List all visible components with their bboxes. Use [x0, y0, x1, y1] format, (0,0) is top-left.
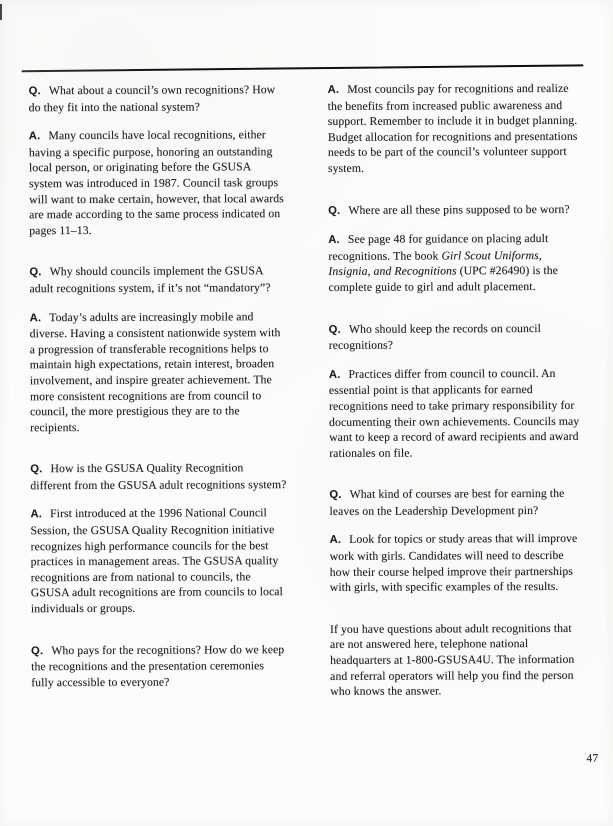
- text-run: What about a council’s own recognitions? How do they fit into the national system?: [28, 83, 276, 114]
- text-run: Many councils have local recognitions, either having a specific purpose, honoring an outstanding local person, or originating before the GSUSA system was introduced in 1987. Council task groups will want to make certain, however, that local awards are made according to the same process indicated on pages 11–13.: [28, 128, 284, 237]
- answer-block: [30, 506, 287, 617]
- qa-marker: Q.: [29, 266, 42, 279]
- question-block: [29, 263, 286, 296]
- text-run: First introduced at the 1996 National Council Session, the GSUSA Quality Recognition initiative recognizes high performance councils for the best practices in management areas. The GSUSA quality recognitions are from national to councils, the GSUSA adult recognitions are from councils to local individuals or groups.: [30, 506, 283, 616]
- qa-marker: Q.: [329, 489, 342, 502]
- qa-marker: A.: [328, 368, 341, 381]
- note-block: [330, 621, 587, 700]
- two-column-text: [29, 81, 589, 701]
- text-run: (UPC #26490) is the complete guide to girl and adult placement.: [328, 264, 558, 294]
- text-run: Who should keep the records on council recognitions?: [328, 321, 541, 353]
- qa-marker: Q.: [31, 644, 44, 657]
- answer-block: [328, 81, 585, 177]
- text-run: Why should councils implement the GSUSA adult recognitions system, if it’s not “mandatory”?: [29, 264, 271, 296]
- question-block: [31, 642, 288, 691]
- qa-marker: A.: [328, 234, 340, 247]
- qa-marker: A.: [30, 508, 43, 521]
- text-run: Look for topics or study areas that will improve work with girls. Candidates will need to describe how their course helped improve their partnerships with girls, with specific examples of the results.: [329, 532, 578, 595]
- qa-marker: A.: [28, 130, 41, 143]
- question-block: [30, 460, 287, 493]
- answer-block: [330, 531, 587, 595]
- qa-marker: Q.: [30, 463, 43, 476]
- text-run: What kind of courses are best for earning the leaves on the Leadership Development pin?: [329, 487, 565, 518]
- column-left: [29, 82, 289, 701]
- qa-marker: Q.: [28, 85, 41, 98]
- qa-marker: A.: [327, 83, 340, 96]
- text-run: Most councils pay for recognitions and realize the benefits from increased public awareness and support. Remember to include it in budget planning. Budget allocation for recognitions and presentations needs to be part of the council’s volunteer support system.: [327, 81, 578, 175]
- question-block: [329, 486, 586, 519]
- qa-marker: A.: [329, 534, 342, 547]
- answer-block: [328, 231, 585, 295]
- text-run: If you have questions about adult recognitions that are not answered here, telephone national headquarters at 1-800-GSUSA4U. The information and referral operators will help you find the person who knows the answer.: [329, 621, 575, 699]
- question-block: [329, 320, 586, 353]
- question-block: [29, 82, 286, 115]
- text-run: How is the GSUSA Quality Recognition different from the GSUSA adult recognitions system?: [30, 461, 287, 493]
- text-run: Today’s adults are increasingly mobile and diverse. Having a consistent nationwide system with a progression of transferable recognitions helps to maintain high expectations, retain interest, broaden involvement, and inspire greater achievement. The more consistent recognitions are from council to council, the more prestigious they are to the recipients.: [29, 309, 281, 434]
- book-title: Girl Scout Uniforms, Insignia, and Recognitions: [328, 248, 542, 279]
- text-run: Who pays for the recognitions? How do we keep the recognitions and the presentation ceremonies fully accessible to everyone?: [31, 642, 285, 690]
- qa-marker: Q.: [328, 323, 341, 336]
- top-rule: [21, 64, 583, 72]
- question-block: [328, 201, 585, 219]
- text-run: See page 48 for guidance on placing adult recognitions. The book: [328, 232, 549, 263]
- text-run: Where are all these pins supposed to be worn?: [348, 202, 570, 217]
- qa-marker: Q.: [328, 204, 341, 217]
- answer-block: [29, 127, 286, 238]
- answer-block: [329, 365, 586, 461]
- text-run: Practices differ from council to council. An essential point is that applicants for earned recognitions need to take primary responsibility for documenting their own achievements. Councils may want to keep a record of award recipients and award rationales on file.: [328, 366, 580, 460]
- answer-block: [30, 309, 288, 436]
- column-right: [328, 81, 588, 700]
- qa-marker: A.: [29, 311, 42, 324]
- page-number: 47: [586, 751, 599, 765]
